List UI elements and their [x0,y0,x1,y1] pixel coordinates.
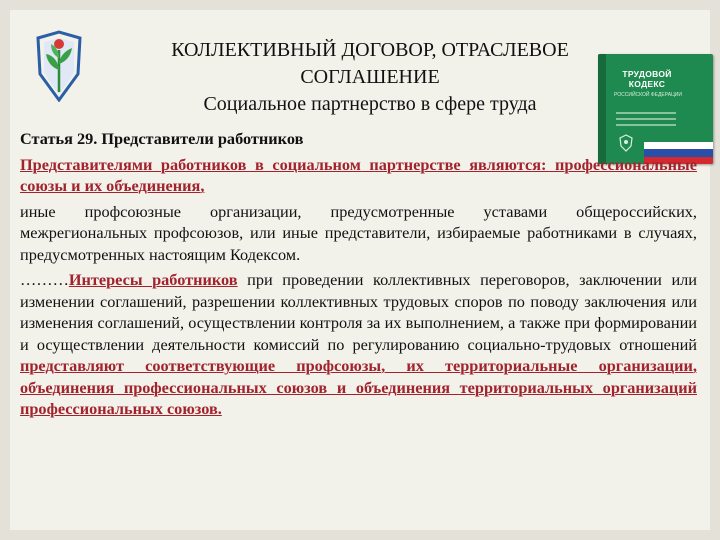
interests-represented-by: представляют соответствующие профсоюзы, их территориальные организации, объединения профессиональных союзов и объединения территориальных организаций профессиональных союзов. [20,356,697,418]
article-text [20,128,697,420]
title-line-2: СОГЛАШЕНИЕ [300,66,440,88]
paragraph-interests [20,269,697,420]
book-title: ТРУДОВОЙ КОДЕКС [622,69,672,89]
slide [10,10,710,530]
interests-highlight: Интересы работников [68,270,238,289]
slide-title [120,37,620,118]
ellipsis: ……… [20,270,69,289]
book-subtitle: РОССИЙСКОЙ ФЕДЕРАЦИИ [614,92,682,98]
trade-union-logo [34,30,84,102]
paragraph-representatives: Представителями работников в социальном партнерстве являются: профессиональные союзы и их объединения, [20,154,697,195]
title-subtitle: Социальное партнерство в сфере труда [203,93,537,115]
interests-body: при проведении коллективных переговоров, заключении или изменении соглашений, разрешении коллективных трудовых споров по поводу заключения или изменения соглашений, осуществлении контроля за их выполнением, а также при формировании и осуществлении деятельности комиссий по регулированию социально-трудовых отношений [20,270,697,354]
paragraph-other-organizations: иные профсоюзные организации, предусмотренные уставами общероссийских, межрегиональных профсоюзов, или иные представители, избираемые работниками в случаях, предусмотренных настоящим Кодексом. [20,201,697,264]
title-line-1: КОЛЛЕКТИВНЫЙ ДОГОВОР, ОТРАСЛЕВОЕ [171,39,569,61]
article-heading: Статья 29. Представители работников [20,129,304,148]
